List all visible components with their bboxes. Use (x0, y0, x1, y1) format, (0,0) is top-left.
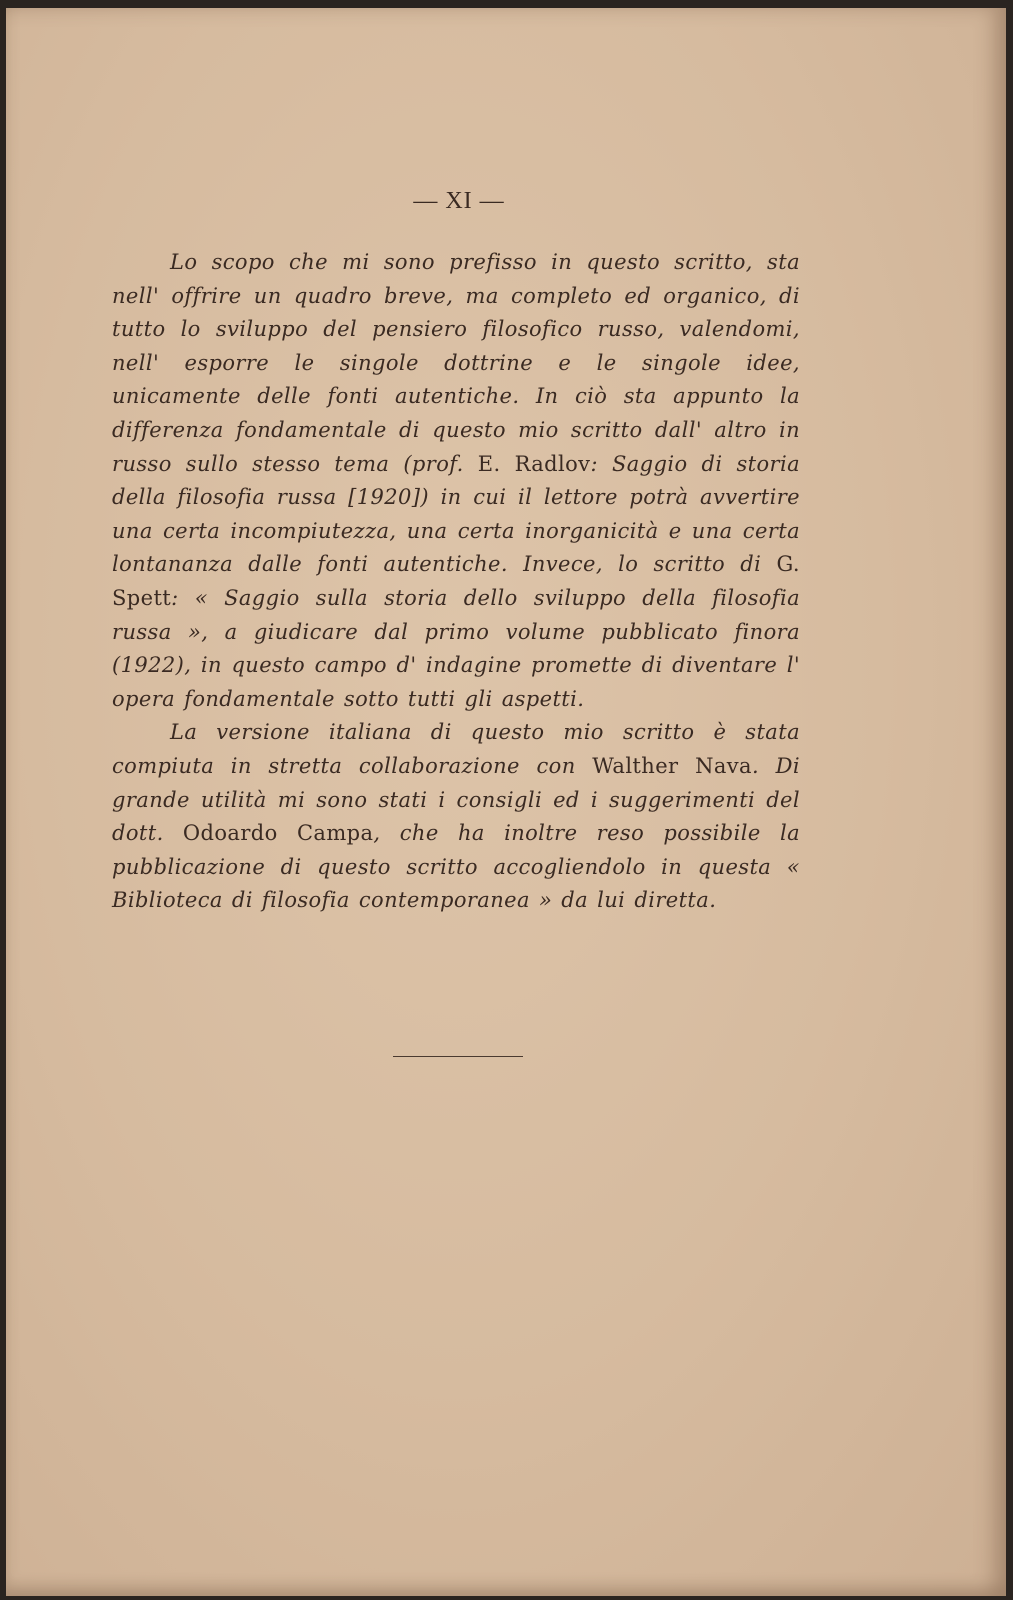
p1-run-5: : « Saggio sulla storia dello sviluppo della filosofia russa », a giudicare dal primo volume pubblicato finora (1922), in questo campo d' indagine promette di diventare l' opera fondamentale sotto tutti gli aspetti. (112, 585, 800, 711)
translator-name-nava: Walther Nava (592, 753, 752, 778)
p1-run-3: : Saggio di storia della filosofia russa [1920]) in cui il lettore potrà avvertire una certa incompiutezza, una certa inorganicità e una certa lontananza dalle fonti autentiche. Invece, lo scritto di (112, 451, 801, 577)
paragraph-1 (112, 246, 800, 716)
p2-run-5: , che ha inoltre reso possibile la pubblicazione di questo scritto accogliendolo in questa « Biblioteca di filosofia contemporanea » da lui diretta. (112, 821, 801, 913)
preface-text (112, 246, 800, 918)
author-name-radlov: E. Radlov (477, 451, 591, 476)
editor-name-campa: Odoardo Campa (182, 821, 374, 846)
page-number: — XI — (413, 188, 505, 214)
p2-run-1: La versione italiana di questo mio scritto è stata compiuta in stretta collaborazione con (112, 720, 800, 778)
section-divider-rule (393, 1056, 523, 1057)
book-page (6, 8, 1006, 1596)
p2-run-3: . Di grande utilità mi sono stati i consigli ed i suggerimenti del dott. (112, 753, 800, 846)
p1-run-1: Lo scopo che mi sono prefisso in questo scritto, sta nell' offrire un quadro breve, ma completo ed organico, di tutto lo sviluppo del pensiero filosofico russo, valendomi, nell' esporre le singole dottrine e le singole idee, unicamente delle fonti autentiche. In ciò sta appunto la differenza fondamentale di questo mio scritto dall' altro in russo sullo stesso tema (prof. (112, 250, 800, 476)
author-name-spett: G. Spett (112, 552, 800, 610)
paragraph-2 (112, 716, 800, 918)
